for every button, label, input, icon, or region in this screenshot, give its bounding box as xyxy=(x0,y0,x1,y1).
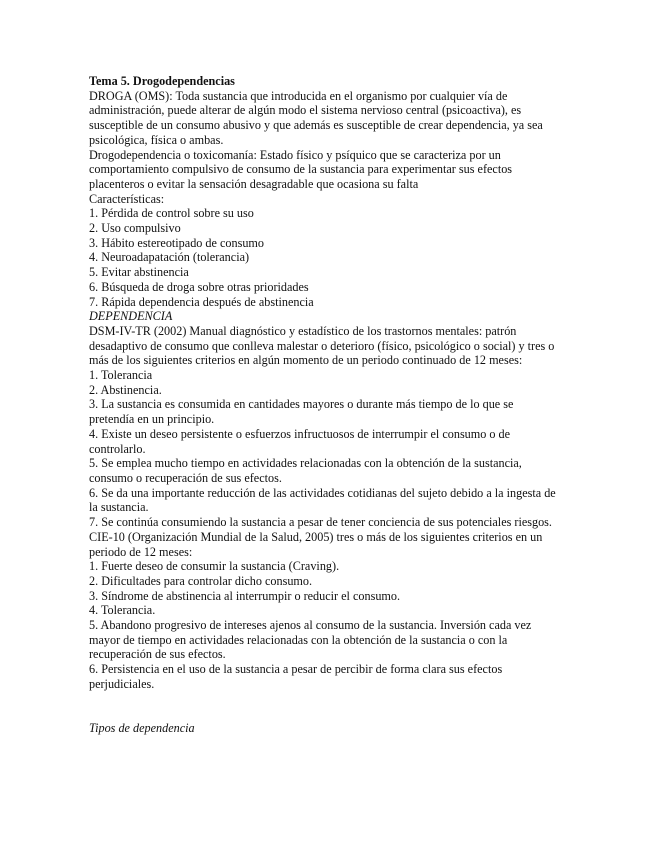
caracteristica-item: 1. Pérdida de control sobre su uso xyxy=(89,206,254,221)
cie-criterion: 4. Tolerancia. xyxy=(89,603,156,618)
document-title: Tema 5. Drogodependencias xyxy=(89,74,235,88)
document-page xyxy=(89,74,561,735)
tipos-heading: Tipos de dependencia xyxy=(89,720,195,735)
caracteristica-item: 3. Hábito estereotipado de consumo xyxy=(89,235,264,250)
dsm-criterion: 7. Se continúa consumiendo la sustancia a pesar de tener conciencia de sus potenciales riesgos. xyxy=(89,515,552,530)
blank-gap xyxy=(89,692,561,721)
cie-criterion: 5. Abandono progresivo de intereses ajenos al consumo de la sustancia. Inversión cada vez mayor de tiempo en actividades relacionadas con la obtención de la sustancia o con la recuperación de sus efectos. xyxy=(89,618,532,662)
dsm-criterion: 4. Existe un deseo persistente o esfuerzos infructuosos de interrumpir el consumo o de controlarlo. xyxy=(89,426,511,456)
dependencia-heading: DEPENDENCIA xyxy=(89,309,173,324)
caracteristica-item: 4. Neuroadapatación (tolerancia) xyxy=(89,250,250,265)
caracteristicas-label: Características: xyxy=(89,191,165,206)
droga-definition: DROGA (OMS): Toda sustancia que introducida en el organismo por cualquier vía de administración, puede alterar de algún modo el sistema nervioso central (psicoactiva), es susceptible de un consumo abusivo y que además es susceptible de crear dependencia, ya sea psicológica, física o ambas. xyxy=(89,88,543,147)
cie-intro: CIE-10 (Organización Mundial de la Salud, 2005) tres o más de los siguientes criterios en un periodo de 12 meses: xyxy=(89,529,543,559)
dsm-criterion: 2. Abstinencia. xyxy=(89,382,162,397)
cie-criterion: 1. Fuerte deseo de consumir la sustancia (Craving). xyxy=(89,559,340,574)
caracteristica-item: 2. Uso compulsivo xyxy=(89,221,181,236)
dsm-criterion: 6. Se da una importante reducción de las actividades cotidianas del sujeto debido a la ingesta de la sustancia. xyxy=(89,485,556,515)
dsm-criterion: 1. Tolerancia xyxy=(89,368,153,383)
caracteristica-item: 5. Evitar abstinencia xyxy=(89,265,189,280)
caracteristica-item: 6. Búsqueda de droga sobre otras prioridades xyxy=(89,279,309,294)
dsm-criterion: 3. La sustancia es consumida en cantidades mayores o durante más tiempo de lo que se pretendía en un principio. xyxy=(89,397,514,427)
cie-criterion: 6. Persistencia en el uso de la sustancia a pesar de percibir de forma clara sus efectos perjudiciales. xyxy=(89,662,503,691)
dsm-criterion: 5. Se emplea mucho tiempo en actividades relacionadas con la obtención de la sustancia, consumo o recuperación de sus efectos. xyxy=(89,456,522,485)
cie-criterion: 3. Síndrome de abstinencia al interrumpir o reducir el consumo. xyxy=(89,588,401,603)
cie-criterion: 2. Dificultades para controlar dicho consumo. xyxy=(89,573,313,588)
drogodependencia-definition: Drogodependencia o toxicomanía: Estado físico y psíquico que se caracteriza por un comportamiento compulsivo de consumo de la sustancia para experimentar sus efectos placenteros o evitar la sensación desagradable que ocasiona su falta xyxy=(89,147,513,191)
caracteristica-item: 7. Rápida dependencia después de abstinencia xyxy=(89,294,314,309)
dsm-intro: DSM-IV-TR (2002) Manual diagnóstico y estadístico de los trastornos mentales: patrón desadaptivo de consumo que conlleva malestar o deterioro (físico, psicológico o social) y tres o más de los siguientes criterios en algún momento de un periodo continuado de 12 meses: xyxy=(89,323,555,368)
